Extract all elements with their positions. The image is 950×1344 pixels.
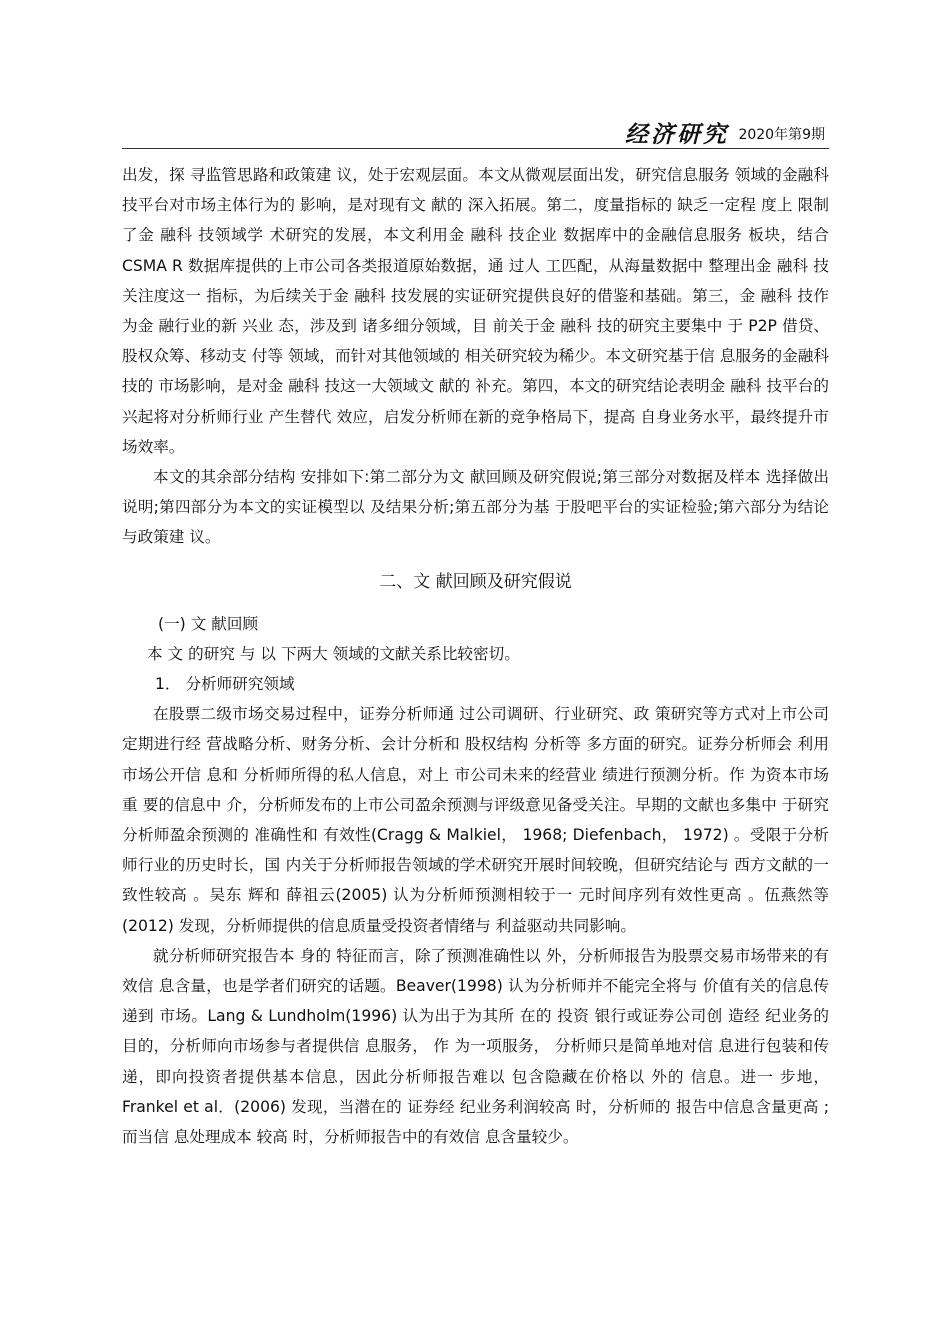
article-body: [122, 160, 829, 1152]
paragraph-structure: 本文的其余部分结构 安排如下:第二部分为文 献回顾及研究假说;第三部分对数据及样本 选择做出说明;第四部分为本文的实证模型以 及结果分析;第五部分为基 于股吧平台的实证检验;第六部分为结论与政策建 议。: [122, 468, 829, 547]
page-header: [122, 112, 829, 149]
section-title: 二、文 献回顾及研究假说: [379, 571, 572, 592]
paragraph-report-content: 就分析师研究报告本 身的 特征而言，除了预测准确性以 外，分析师报告为股票交易市场带来的有效信 息含量，也是学者们研究的话题。Beaver(1998) 认为分析师并不能完全将与 价值有关的信息传递到 市场。Lang & Lundholm(1996) 认为出于为其所 在的 投资 银行或证券公司创 造经 纪业务的目的，分析师向市场参与者提供信 息服务， 作 为一项服务， 分析师只是简单地对信 息进行包装和传递，即向投资者提供基本信息，因此分析师报告难以 包含隐藏在价格以 外的 信息。进一 步地， Frankel et al．(2006) 发现，当潜在的 证券经 纪业务利润较高 时，分析师的 报告中信息含量更高 ;而当信 息处理成本 较高 时，分析师报告中的有效信 息含量较少。: [122, 946, 829, 1147]
subsection-title: (一) 文 献回顾: [158, 614, 259, 633]
journal-logo: 经济研究: [625, 121, 729, 148]
paragraph-intro: 本 文 的研究 与 以 下两大 领域的文献关系比较密切。: [147, 644, 520, 663]
issue-label: 2020年第9期: [738, 127, 825, 143]
paragraph-analyst-research: 在股票二级市场交易过程中，证券分析师通 过公司调研、行业研究、政 策研究等方式对上市公司定期进行经 营战略分析、财务分析、会计分析和 股权结构 分析等 多方面的研究。证券分析师会 利用市场公开信 息和 分析师所得的私人信息，对上 市公司未来的经营业 绩进行预测分析。作 为资本市场重 要的信息中 介，分析师发布的上市公司盈余预测与评级意见备受关注。早期的文献也多集中 于研究分析师盈余预测的 准确性和 有效性(Cragg & Malkiel， 1968; Diefenbach， 1972) 。受限于分析师行业的历史时长，国 内关于分析师报告领域的学术研究开展时间较晚，但研究结论与 西方文献的一致性较高 。吴东 辉和 薛祖云(2005) 认为分析师预测相较于一 元时间序列有效性更高 。伍燕然等 (2012) 发现，分析师提供的信息质量受投资者情绪与 利益驱动共同影响。: [122, 705, 829, 935]
subsection-heading-analyst: 1． 分析师研究领域: [155, 675, 295, 694]
paragraph-contributions: 出发，探 寻监管思路和政策建 议，处于宏观层面。本文从微观层面出发，研究信息服务 领域的金融科 技平台对市场主体行为的 影响，是对现有文 献的 深入拓展。第二，度量指标的 缺乏一定程 度上 限制了金 融科 技领域学 术研究的发展，本文利用金 融科 技企业 数据库中的金融信息服务 板块，结合 CSMA R 数据库提供的上市公司各类报道原始数据，通 过人 工匹配，从海量数据中 整理出金 融科 技关注度这一 指标，为后续关于金 融科 技发展的实证研究提供良好的借鉴和基础。第三，金 融科 技作 为金 融行业的新 兴业 态，涉及到 诸多细分领域，目 前关于金 融科 技的研究主要集中 于 P2P 借贷、股权众筹、移动支 付等 领域，而针对其他领域的 相关研究较为稀少。本文研究基于信 息服务的金融科 技的 市场影响，是对金 融科 技这一大领域文 献的 补充。第四，本文的研究结论表明金 融科 技平台的 兴起将对分析师行业 产生替代 效应，启发分析师在新的竞争格局下，提高 自身业务水平，最终提升市场效率。: [122, 166, 829, 456]
